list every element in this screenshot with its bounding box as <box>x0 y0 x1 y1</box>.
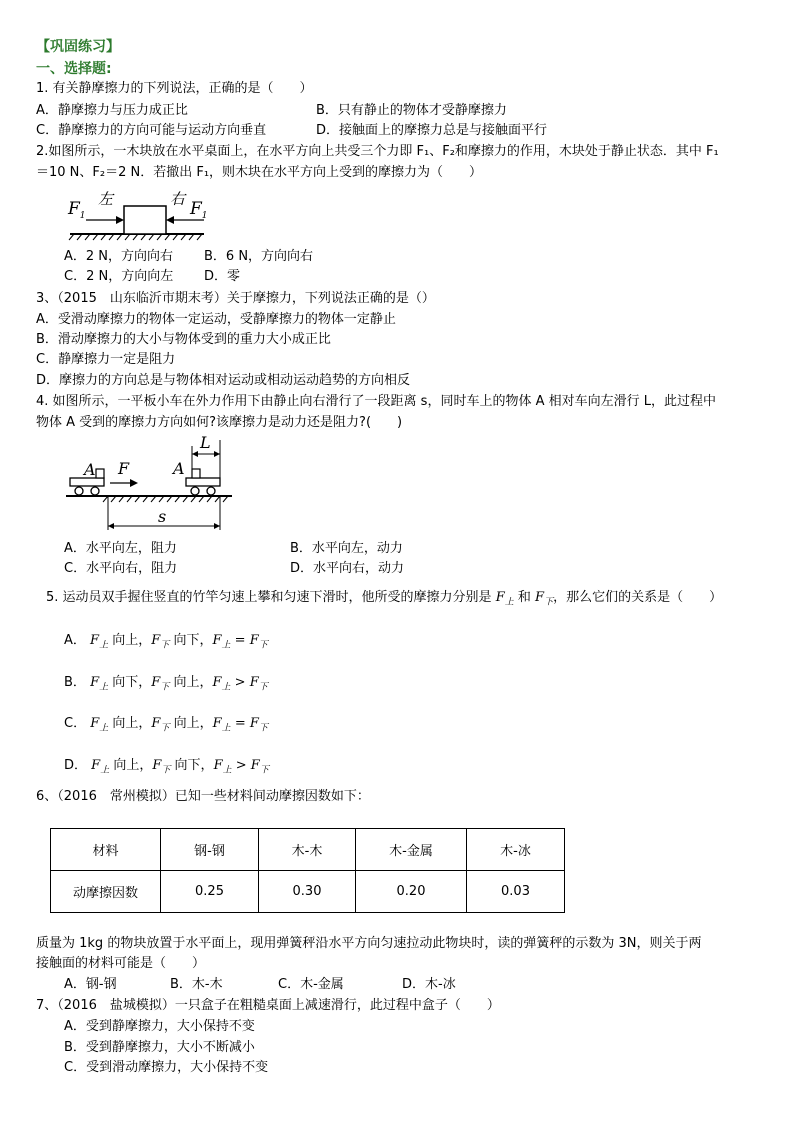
table-cell: 0.30 <box>259 871 356 913</box>
q3-option-d: D．摩擦力的方向总是与物体相对运动或相动运动趋势的方向相反 <box>36 373 411 388</box>
friction-table <box>50 828 565 913</box>
q3-option-a: A．受滑动摩擦力的物体一定运动，受静摩擦力的物体一定静止 <box>36 312 396 327</box>
table-cell: 0.20 <box>356 871 467 913</box>
q4-label-a-start: A <box>84 460 96 479</box>
q2-option-c: C．2 N，方向向左 <box>64 269 174 284</box>
q4-block-a-start <box>96 469 104 478</box>
q7-stem: 7、（2016 盐城模拟）一只盒子在粗糙桌面上减速滑行，此过程中盒子（ ） <box>36 998 500 1013</box>
q6-option-b: B．木-木 <box>170 977 223 992</box>
table-header-cell: 木-木 <box>259 829 356 871</box>
q5-stem-post: ，那么它们的关系是（ ） <box>553 590 723 605</box>
table-header-cell: 材料 <box>51 829 161 871</box>
q1-option-a: A．静摩擦力与压力成正比 <box>36 103 188 118</box>
q2-label-left: 左 <box>98 190 114 208</box>
q4-option-a: A．水平向左，阻力 <box>64 541 177 556</box>
q4-option-b: B．水平向左，动力 <box>290 541 403 556</box>
q4-stem-line1: 4. 如图所示，一平板小车在外力作用下由静止向右滑行了一段距离 s，同时车上的物体 A 相对车向左滑行 L，此过程中 <box>36 394 716 409</box>
table-cell: 0.03 <box>467 871 565 913</box>
q6-after-line2: 接触面的材料可能是（ ） <box>36 956 206 971</box>
table-cell: 0.25 <box>161 871 259 913</box>
subsection-title: 一、选择题: <box>36 61 112 77</box>
q4-label-s: s <box>158 507 167 526</box>
q2-label-f1-right: $F_1$ <box>190 199 208 221</box>
q6-after-line1: 质量为 1kg 的物块放置于水平面上，现用弹簧秤沿水平方向匀速拉动此物块时，读的弹簧秤的示数为 3N，则关于两 <box>36 936 702 951</box>
q7-option-a: A．受到静摩擦力，大小保持不变 <box>64 1019 255 1034</box>
q2-option-d: D．零 <box>204 269 241 284</box>
q1-stem: 1. 有关静摩擦力的下列说法，正确的是（ ） <box>36 81 313 96</box>
q2-option-b: B．6 N，方向向右 <box>204 249 314 264</box>
q1-option-b: B．只有静止的物体才受静摩擦力 <box>316 103 507 118</box>
q5-option-a: A． $F_上$ 向上，$F_下$ 向下，$F_上 = F_下$ <box>64 633 268 651</box>
q6-stem: 6、（2016 常州模拟）已知一些材料间动摩擦因数如下： <box>36 789 370 804</box>
q3-stem: 3、（2015 山东临沂市期末考）关于摩擦力，下列说法正确的是（） <box>36 291 435 306</box>
q4-label-f: F <box>118 459 130 478</box>
q4-figure <box>66 434 236 532</box>
q5-stem <box>46 589 722 612</box>
q4-label-l: L <box>200 433 211 452</box>
q4-label-a-end: A <box>173 459 185 478</box>
q4-stem-line2: 物体 A 受到的摩擦力方向如何?该摩擦力是动力还是阻力?( ) <box>36 415 403 430</box>
q5-f-up: $F_上$ <box>495 590 514 608</box>
q4-option-c: C．水平向右，阻力 <box>64 561 178 576</box>
q4-option-d: D．水平向右，动力 <box>290 561 405 576</box>
q2-option-a: A．2 N，方向向右 <box>64 249 174 264</box>
q2-block <box>124 206 166 234</box>
q5-f-down: $F_下$ <box>535 590 554 608</box>
q5-stem-pre: 5. 运动员双手握住竖直的竹竿匀速上攀和匀速下滑时，他所受的摩擦力分别是 <box>46 590 492 605</box>
q3-option-c: C．静摩擦力一定是阻力 <box>36 352 176 367</box>
table-row <box>51 871 565 913</box>
q4-block-a-end <box>192 469 200 478</box>
q2-stem-line1: 2.如图所示，一木块放在水平桌面上，在水平方向上共受三个力即 F₁、F₂和摩擦力的作用，木块处于静止状态．其中 F₁ <box>36 144 719 159</box>
q5-stem-mid: 和 <box>517 590 531 605</box>
q1-option-c: C．静摩擦力的方向可能与运动方向垂直 <box>36 123 267 138</box>
q7-option-b: B．受到静摩擦力，大小不断减小 <box>64 1040 255 1055</box>
section-title: 【巩固练习】 <box>36 39 120 55</box>
q2-label-right: 右 <box>170 190 186 208</box>
table-header-cell: 钢-钢 <box>161 829 259 871</box>
q1-option-d: D．接触面上的摩擦力总是与接触面平行 <box>316 123 548 138</box>
q2-figure <box>64 188 214 244</box>
q7-option-c: C．受到滑动摩擦力，大小保持不变 <box>64 1060 269 1075</box>
q5-option-b: B． $F_上$ 向下，$F_下$ 向上，$F_上 > F_下$ <box>64 675 268 693</box>
table-header-cell: 木-冰 <box>467 829 565 871</box>
q6-option-c: C．木-金属 <box>278 977 344 992</box>
q2-stem-line2: ＝10 N、F₂＝2 N．若撤出 F₁，则木块在水平方向上受到的摩擦力为（ ） <box>36 165 483 180</box>
q4-cart-start <box>70 478 104 486</box>
table-header-row <box>51 829 565 871</box>
q3-option-b: B．滑动摩擦力的大小与物体受到的重力大小成正比 <box>36 332 331 347</box>
q4-cart-end <box>186 478 220 486</box>
q6-option-a: A．钢-钢 <box>64 977 117 992</box>
table-header-cell: 木-金属 <box>356 829 467 871</box>
table-cell: 动摩擦因数 <box>51 871 161 913</box>
q6-option-d: D．木-冰 <box>402 977 456 992</box>
q2-label-f1-left: $F_1$ <box>68 199 86 221</box>
q5-option-d: D． $F_上$ 向上，$F_下$ 向下，$F_上 > F_下$ <box>64 758 269 776</box>
q5-option-c: C． $F_上$ 向上，$F_下$ 向上，$F_上 = F_下$ <box>64 716 268 734</box>
